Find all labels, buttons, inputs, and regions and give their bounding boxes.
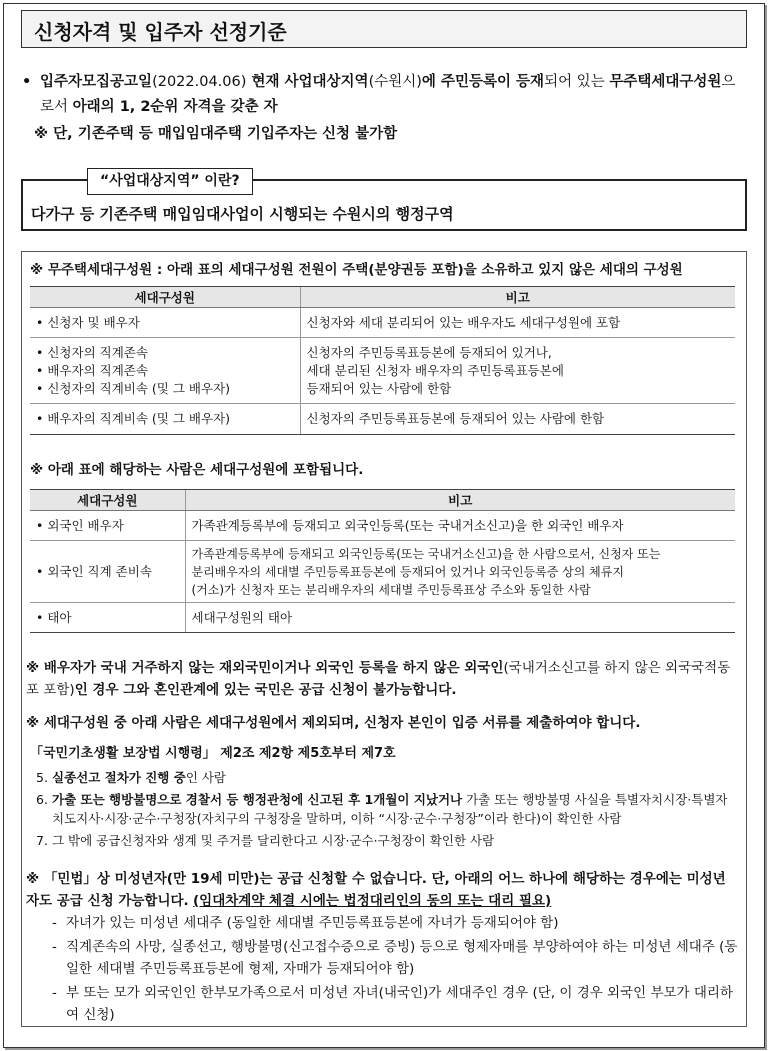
dash-marker: - [52, 939, 57, 955]
note-cell [185, 511, 735, 541]
member-cell [30, 404, 300, 435]
member-text: • 신청자의 직계존속 [36, 344, 148, 360]
intro-part-2: 현재 사업대상지역 [246, 74, 369, 90]
item-rest: 그 밖에 공급신청자와 생계 및 주거를 달리한다고 시장·군수·구청장이 확인한 사람 [52, 833, 495, 848]
minor-applicant-note [26, 868, 738, 912]
note-text: 세대 분리된 신청자 배우자의 주민등록표등본에 [306, 362, 564, 378]
intro-bullet: • [22, 74, 32, 90]
column-header: 세대구성원 [30, 287, 300, 308]
item-text: 자녀가 있는 미성년 세대주 (동일한 세대별 주민등록표등본에 자녀가 등재되어야 함) [66, 915, 559, 931]
intro-date: (2022.04.06) [152, 74, 247, 90]
member-text: • 외국인 직계 존비속 [36, 563, 152, 579]
note-cell [300, 338, 735, 404]
household-members-table [30, 286, 735, 435]
member-text: • 신청자 및 배우자 [36, 314, 140, 330]
warning-part-c: 인 경우 그와 혼인관계에 있는 국민은 공급 신청이 불가능합니다. [74, 682, 457, 698]
table-header-row [30, 287, 735, 308]
item-text: 직계존속의 사망, 실종선고, 행방불명(신고접수증으로 증빙) 등으로 형제자매를 부양하여야 하는 미성년 세대주 (동일한 세대별 주민등록표등본에 형제, 자매가 등재되어야 함) [66, 939, 738, 977]
foreign-spouse-warning [26, 657, 738, 701]
dash-marker: - [52, 985, 57, 1001]
note-cell [185, 603, 735, 633]
item-number: 7. [36, 833, 48, 848]
item-number: 5. [36, 770, 48, 785]
exclusion-list [36, 768, 736, 853]
minor-exception-list [52, 912, 738, 1028]
table-row [30, 338, 735, 404]
list-item [36, 831, 736, 850]
member-cell [30, 308, 300, 338]
definition-tag: “사업대상지역” 이란? [87, 168, 253, 195]
law-reference: 「국민기초생활 보장법 시행령」 제2조 제2항 제5호부터 제7호 [30, 746, 396, 761]
member-text: • 외국인 배우자 [36, 517, 124, 533]
item-bold: 가출 또는 행방불명으로 경찰서 등 행정관청에 신고된 후 1개월이 지났거나 [52, 792, 463, 807]
table-row [30, 511, 735, 541]
intro-note: ※ 단, 기존주택 등 매입임대주택 기입주자는 신청 불가함 [34, 126, 398, 142]
intro-part-6: 으로서 [40, 74, 736, 115]
intro-part-7: 아래의 1, 2순위 자격을 갖춘 자 [72, 99, 278, 115]
member-cell [30, 338, 300, 404]
intro-part-5: 무주택세대구성원 [609, 74, 722, 90]
member-cell [30, 511, 185, 541]
member-text: • 태아 [36, 609, 72, 625]
list-item [36, 790, 736, 828]
eligibility-intro [22, 70, 744, 120]
intro-part-3: 에 주민등록이 등재 [421, 74, 545, 90]
minor-underline: (임대차계약 체결 시에는 법정대리인의 동의 또는 대리 필요) [192, 893, 552, 909]
column-header: 비고 [300, 287, 735, 308]
section2-title: ※ 아래 표에 해당하는 사람은 세대구성원에 포함됩니다. [30, 462, 364, 478]
member-text: • 배우자의 직계비속 (및 그 배우자) [36, 411, 230, 426]
title-box [21, 10, 747, 48]
note-text: 신청자의 주민등록표등본에 등재되어 있거나, [306, 344, 552, 360]
table-row [30, 308, 735, 338]
note-text: 가족관계등록부에 등재되고 외국인등록(또는 국내거소신고)을 한 외국인 배우자 [191, 517, 624, 533]
member-text: • 배우자의 직계존속 [36, 362, 148, 378]
list-item [36, 768, 736, 787]
member-cell [30, 541, 185, 603]
page-title: 신청자격 및 입주자 선정기준 [34, 20, 287, 44]
table-row [30, 603, 735, 633]
member-cell [30, 603, 185, 633]
note-text: 신청자의 주민등록표등본에 등재되어 있는 사람에 한함 [306, 411, 605, 426]
item-text: 부 또는 모가 외국인인 한부모가족으로서 미성년 자녀(내국인)가 세대주인 경우 (단, 이 경우 외국인 부모가 대리하여 신청) [66, 985, 734, 1023]
table-row [30, 404, 735, 435]
intro-region: (수원시) [368, 74, 422, 90]
note-text: 세대구성원의 태아 [191, 609, 293, 625]
table-header-row [30, 490, 735, 511]
note-text: 분리배우자의 세대별 주민등록표등본에 등재되어 있거나 외국인등록증 상의 체류지 [191, 564, 624, 579]
definition-text: 다가구 등 기존주택 매입임대사업이 시행되는 수원시의 행정구역 [31, 205, 454, 223]
note-cell [300, 404, 735, 435]
item-bold: 실종선고 절차가 진행 중 [52, 770, 186, 785]
included-members-table [30, 489, 735, 633]
list-item [52, 982, 738, 1026]
note-cell [185, 541, 735, 603]
note-text: 등재되어 있는 사람에 한함 [306, 380, 452, 396]
warning-part-a: ※ 배우자가 국내 거주하지 않는 재외국민이거나 외국인 등록을 하지 않은 외국인 [26, 660, 504, 676]
warning-part-b: (국내거소신고를 하지 않은 외국국적동포 포함) [26, 660, 731, 698]
column-header: 비고 [185, 490, 735, 511]
list-item [52, 912, 738, 934]
item-rest: 인 사람 [185, 770, 227, 785]
member-text: • 신청자의 직계비속 (및 그 배우자) [36, 380, 230, 396]
column-header: 세대구성원 [30, 490, 185, 511]
intro-part-1: 입주자모집공고일 [40, 74, 153, 90]
note-text: 가족관계등록부에 등재되고 외국인등록(또는 국내거소신고)을 한 사람으로서, 신청자 또는 [191, 546, 661, 561]
section1-title: ※ 무주택세대구성원 : 아래 표의 세대구성원 전원이 주택(분양권등 포함)을 소유하고 있지 않은 세대의 구성원 [30, 262, 683, 278]
note-text: (거소)가 신청자 또는 분리배우자의 세대별 주민등록표상 주소와 동일한 사람 [191, 582, 591, 597]
dash-marker: - [52, 915, 57, 931]
table-row [30, 541, 735, 603]
item-rest: 가출 또는 행방불명 사실을 특별자치시장·특별자치도지사·시장·군수·구청장(자치구의 구청장을 말하며, 이하 “시장·군수·구청장”이라 한다)이 확인한 사람 [52, 792, 728, 826]
note-text: 신청자와 세대 분리되어 있는 배우자도 세대구성원에 포함 [306, 314, 621, 330]
definition-box [21, 173, 747, 231]
minor-lead: ※ 「민법」상 미성년자(만 19세 미만)는 공급 신청할 수 없습니다. 단, 아래의 어느 하나에 해당하는 경우에는 미성년자도 공급 신청 가능합니다. [26, 871, 726, 909]
item-number: 6. [36, 792, 48, 807]
exclusion-warning: ※ 세대구성원 중 아래 사람은 세대구성원에서 제외되며, 신청자 본인이 입증 서류를 제출하여야 합니다. [26, 715, 641, 731]
note-cell [300, 308, 735, 338]
intro-part-4: 되어 있는 [544, 74, 610, 90]
list-item [52, 936, 738, 980]
